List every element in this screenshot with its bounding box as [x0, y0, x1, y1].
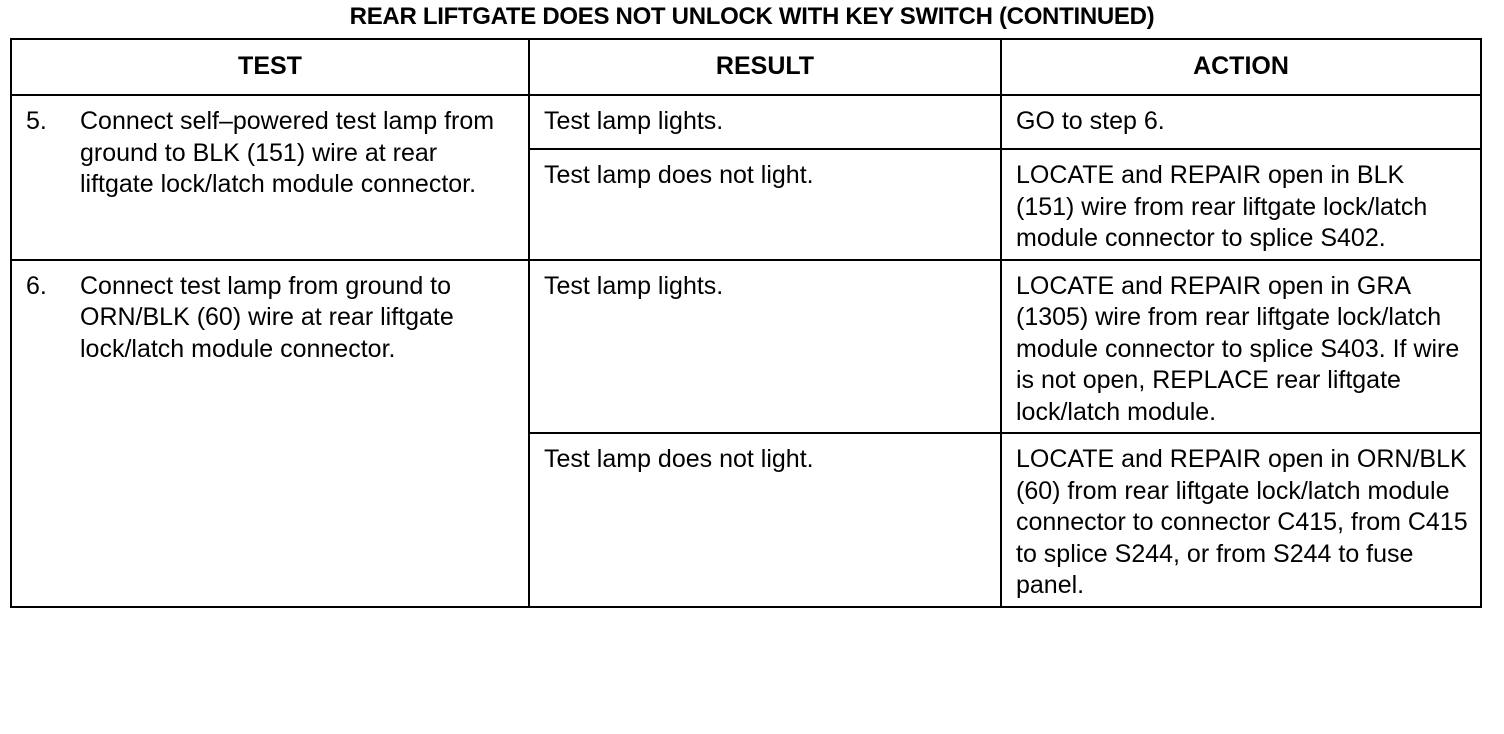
header-row: [11, 39, 1481, 95]
column-header-test: TEST: [11, 39, 529, 95]
test-description: Connect test lamp from ground to ORN/BLK (60) wire at rear liftgate lock/latch module connector.: [80, 271, 454, 363]
test-cell-step-5: [11, 95, 529, 260]
diagnostic-table: [10, 38, 1482, 608]
test-cell-step-6: [11, 260, 529, 607]
action-cell: LOCATE and REPAIR open in ORN/BLK (60) from rear liftgate lock/latch module connector to connector C415, from C415 to splice S244, or from S244 to fuse panel.: [1001, 433, 1481, 607]
table-row: [11, 260, 1481, 434]
step-number: 6.: [26, 271, 47, 300]
result-cell: Test lamp lights.: [529, 95, 1001, 149]
step-number: 5.: [26, 107, 47, 135]
action-cell: GO to step 6.: [1001, 95, 1481, 149]
column-header-action: ACTION: [1001, 39, 1481, 95]
page-title: REAR LIFTGATE DOES NOT UNLOCK WITH KEY SWITCH (CONTINUED): [349, 3, 1155, 30]
action-cell: LOCATE and REPAIR open in BLK (151) wire from rear liftgate lock/latch module connector to splice S402.: [1001, 149, 1481, 260]
table-row: [11, 95, 1481, 149]
action-cell: LOCATE and REPAIR open in GRA (1305) wire from rear liftgate lock/latch module connector to splice S403. If wire is not open, REPLACE rear liftgate lock/latch module.: [1001, 260, 1481, 434]
test-description: Connect self–powered test lamp from ground to BLK (151) wire at rear liftgate lock/latch module connector.: [80, 107, 495, 198]
result-cell: Test lamp does not light.: [529, 433, 1001, 607]
result-cell: Test lamp does not light.: [529, 149, 1001, 260]
result-cell: Test lamp lights.: [529, 260, 1001, 434]
column-header-result: RESULT: [529, 39, 1001, 95]
